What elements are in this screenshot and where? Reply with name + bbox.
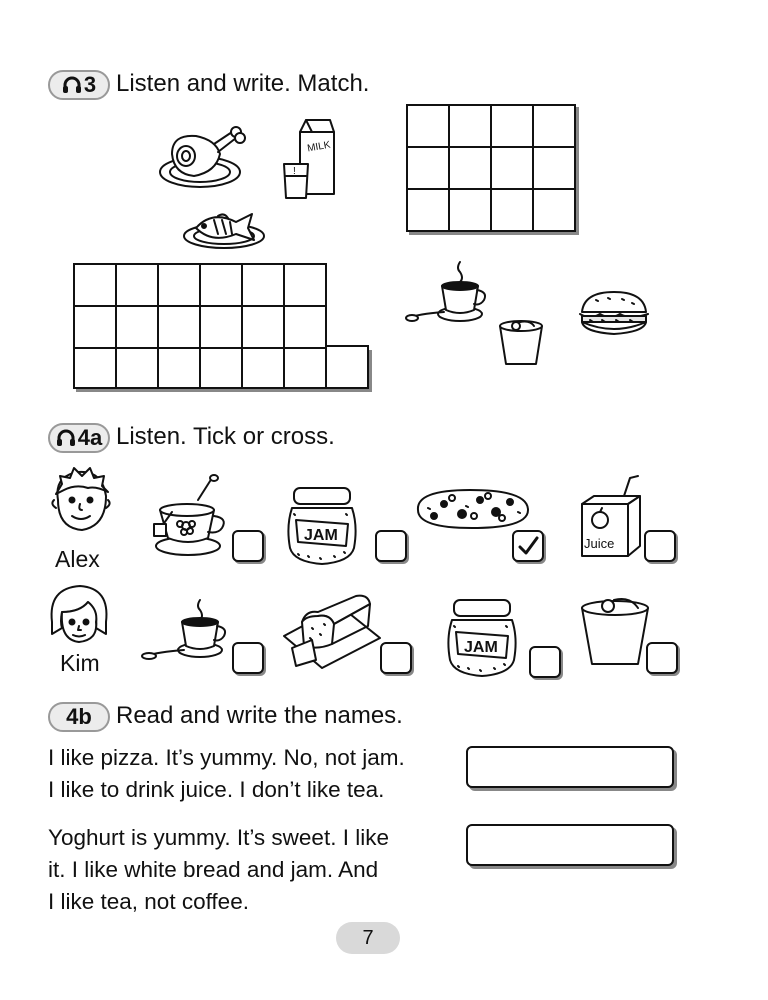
text-line: I like to drink juice. I don’t like tea. (48, 777, 385, 802)
answer-checkbox[interactable] (646, 642, 678, 674)
text-line: Yoghurt is yummy. It’s sweet. I like (48, 825, 389, 850)
grid-cell[interactable] (450, 106, 492, 148)
grid-cell[interactable] (408, 190, 450, 232)
reading-text-2 (48, 822, 389, 918)
exercise-4b-instruction: Read and write the names. (116, 702, 403, 729)
exercise-4a-badge (48, 423, 110, 453)
ham-icon (158, 124, 250, 190)
grid-cell[interactable] (243, 307, 285, 349)
answer-checkbox[interactable] (232, 530, 264, 562)
exercise-3-badge (48, 70, 110, 100)
fish-icon (182, 206, 268, 250)
grid-cell[interactable] (159, 347, 201, 389)
name-answer-box-2[interactable] (466, 824, 674, 866)
grid-cell[interactable] (285, 307, 327, 349)
text-line: I like pizza. It’s yummy. No, not jam. (48, 745, 405, 770)
grid-cell[interactable] (492, 106, 534, 148)
jam-label: JAM (464, 639, 498, 656)
grid-cell[interactable] (117, 307, 159, 349)
exercise-4a-number: 4a (77, 425, 103, 450)
grid-cell[interactable] (285, 347, 327, 389)
text-line: it. I like white bread and jam. And (48, 857, 379, 882)
juice-label: Juice (584, 536, 615, 551)
grid-cell[interactable] (408, 148, 450, 190)
milk-icon (278, 116, 336, 200)
yoghurt-icon (578, 596, 652, 668)
grid-cell[interactable] (534, 106, 576, 148)
word-grid-bottom (73, 263, 327, 349)
grid-cell[interactable] (117, 347, 159, 389)
grid-cell[interactable] (450, 190, 492, 232)
reading-text-1 (48, 742, 405, 806)
exercise-4b-number: 4b (66, 704, 92, 729)
jam-jar-icon (284, 486, 360, 566)
student-name-alex: Alex (55, 546, 100, 572)
exercise-4b-badge (48, 702, 110, 732)
grid-cell[interactable] (408, 106, 450, 148)
grid-cell[interactable] (492, 190, 534, 232)
answer-checkbox-ticked[interactable] (512, 530, 544, 562)
yoghurt-icon (496, 318, 546, 368)
answer-checkbox[interactable] (232, 642, 264, 674)
exercise-4a-instruction: Listen. Tick or cross. (116, 423, 335, 450)
bread-icon (282, 594, 382, 668)
svg-text:!: ! (293, 166, 296, 177)
grid-cell[interactable] (243, 347, 285, 389)
grid-cell[interactable] (75, 265, 117, 307)
coffee-cup-icon (404, 258, 490, 328)
boy-face-icon (48, 466, 114, 538)
grid-cell[interactable] (534, 148, 576, 190)
grid-cell[interactable] (201, 347, 243, 389)
headphones-icon (62, 76, 82, 94)
grid-cell[interactable] (159, 307, 201, 349)
answer-checkbox[interactable] (380, 642, 412, 674)
headphones-icon (56, 429, 76, 447)
grid-cell[interactable] (201, 307, 243, 349)
girl-face-icon (46, 582, 112, 648)
exercise-3-instruction: Listen and write. Match. (116, 70, 370, 97)
word-grid-top (406, 104, 576, 232)
grid-cell[interactable] (534, 190, 576, 232)
grid-cell[interactable] (327, 345, 369, 389)
coffee-cup-icon (140, 598, 228, 664)
grid-cell[interactable] (75, 347, 117, 389)
milk-label: MILK (306, 139, 332, 155)
name-answer-box-1[interactable] (466, 746, 674, 788)
juice-box-icon (578, 474, 644, 560)
jam-jar-icon (444, 598, 520, 678)
grid-cell[interactable] (450, 148, 492, 190)
student-name-kim: Kim (60, 650, 100, 676)
grid-cell[interactable] (117, 265, 159, 307)
page-number: 7 (336, 922, 400, 954)
exercise-3-number: 3 (83, 72, 97, 97)
pizza-icon (414, 486, 532, 532)
jam-label: JAM (304, 527, 338, 544)
grid-cell[interactable] (285, 265, 327, 307)
text-line: I like tea, not coffee. (48, 889, 249, 914)
answer-checkbox[interactable] (644, 530, 676, 562)
answer-checkbox[interactable] (375, 530, 407, 562)
tea-cup-icon (148, 474, 232, 558)
grid-cell[interactable] (75, 307, 117, 349)
grid-cell[interactable] (243, 265, 285, 307)
answer-checkbox[interactable] (529, 646, 561, 678)
tick-icon (517, 535, 539, 557)
grid-cell[interactable] (159, 265, 201, 307)
grid-cell[interactable] (201, 265, 243, 307)
grid-cell[interactable] (492, 148, 534, 190)
word-grid-bottom-row (73, 347, 369, 389)
burger-icon (576, 290, 650, 336)
